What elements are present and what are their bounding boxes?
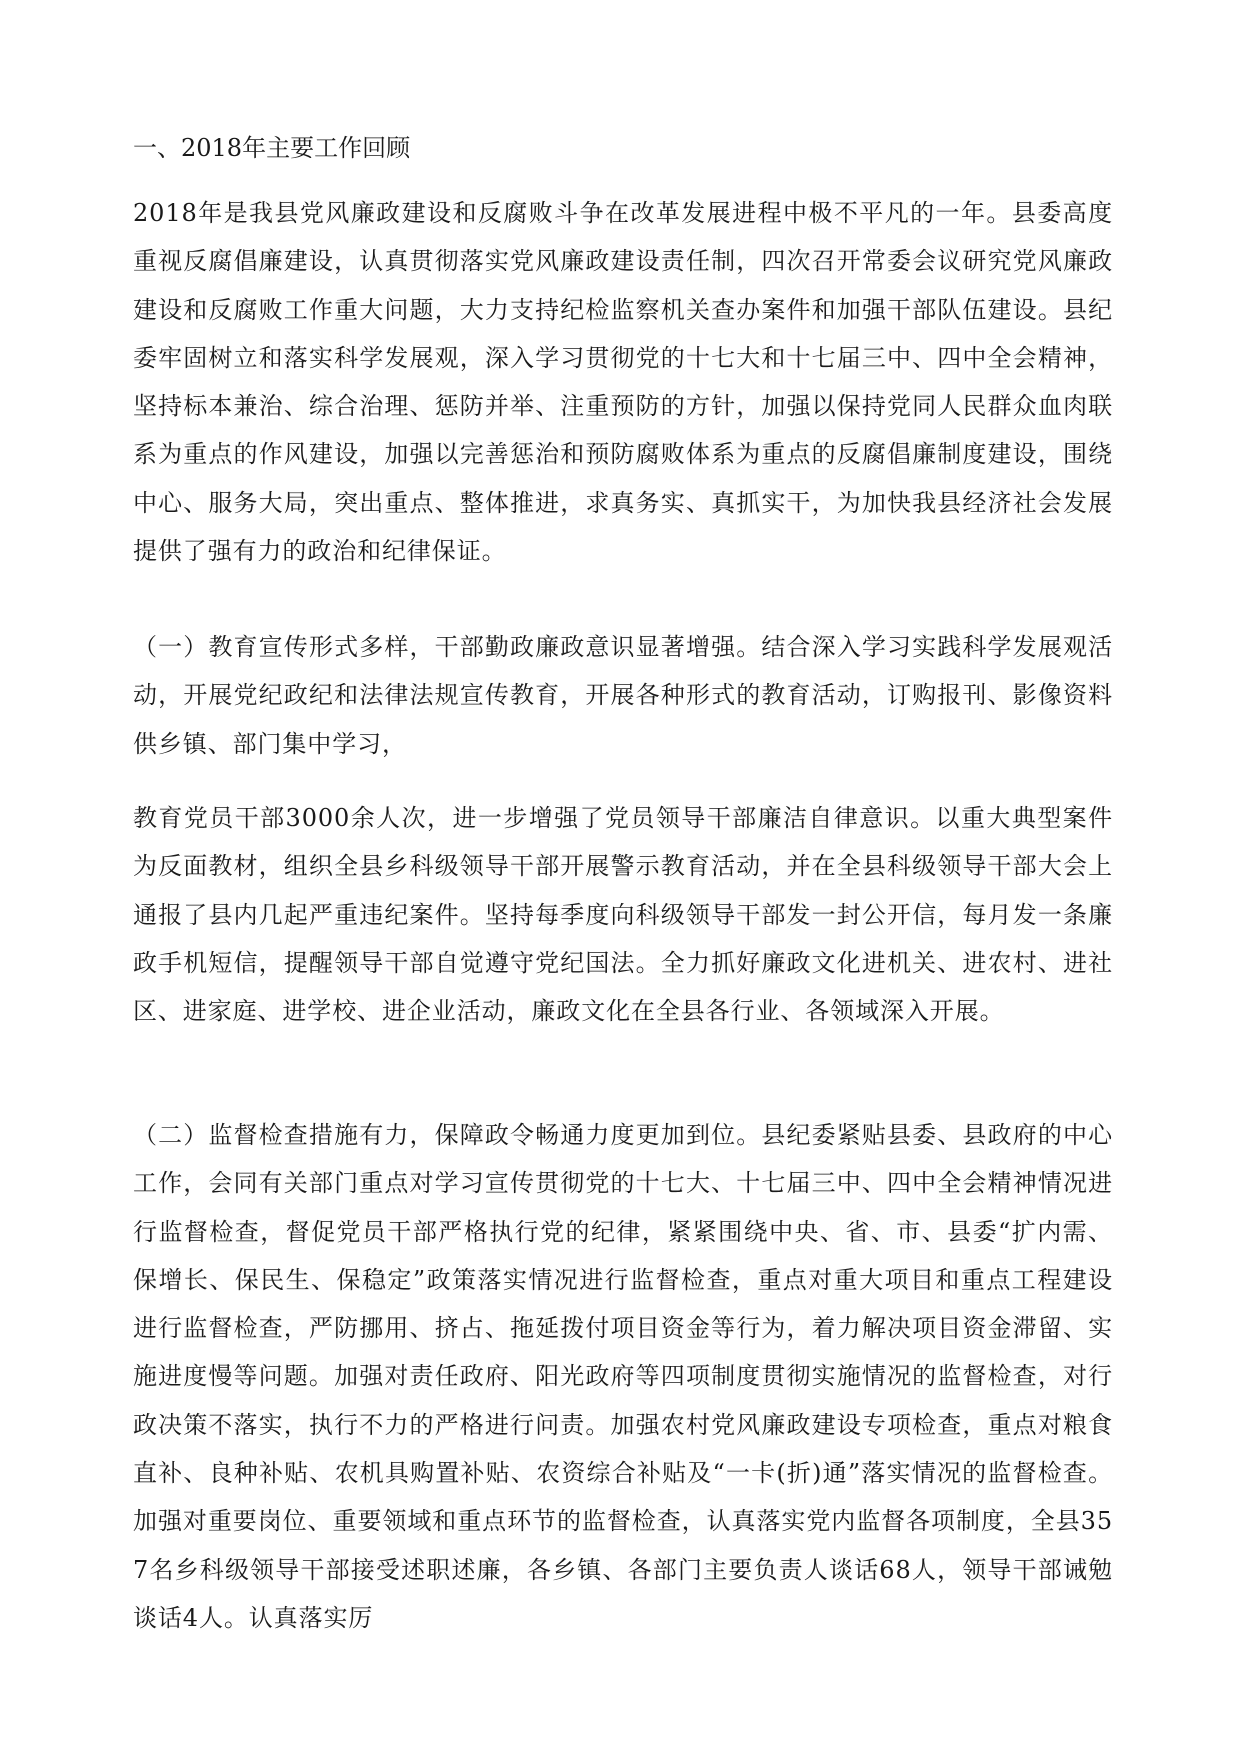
section-heading: 一、2018年主要工作回顾 xyxy=(133,134,411,162)
paragraph-section-2: （二）监督检查措施有力，保障政令畅通力度更加到位。县纪委紧贴县委、县政府的中心工作，会同有关部门重点对学习宣传贯彻党的十七大、十七届三中、四中全会精神情况进行监督检查，督促党员干部严格执行党的纪律，紧紧围绕中央、省、市、县委“扩内需、保增长、保民生、保稳定”政策落实情况进行监督检查，重点对重大项目和重点工程建设进行监督检查，严防挪用、挤占、拖延拨付项目资金等行为，着力解决项目资金滞留、实施进度慢等问题。加强对责任政府、阳光政府等四项制度贯彻实施情况的监督检查，对行政决策不落实，执行不力的严格进行问责。加强农村党风廉政建设专项检查，重点对粮食直补、良种补贴、农机具购置补贴、农资综合补贴及“一卡(折)通”落实情况的监督检查。加强对重要岗位、重要领域和重点环节的监督检查，认真落实党内监督各项制度，全县357名乡科级领导干部接受述职述廉，各乡镇、各部门主要负责人谈话68人，领导干部诫勉谈话4人。认真落实厉 xyxy=(133,1121,1113,1632)
paragraph-section-1: （一）教育宣传形式多样，干部勤政廉政意识显著增强。结合深入学习实践科学发展观活动，开展党纪政纪和法律法规宣传教育，开展各种形式的教育活动，订购报刊、影像资料供乡镇、部门集中学习， xyxy=(133,633,1113,758)
paragraph-intro: 2018年是我县党风廉政建设和反腐败斗争在改革发展进程中极不平凡的一年。县委高度重视反腐倡廉建设，认真贯彻落实党风廉政建设责任制，四次召开常委会议研究党风廉政建设和反腐败工作重大问题，大力支持纪检监察机关查办案件和加强干部队伍建设。县纪委牢固树立和落实科学发展观，深入学习贯彻党的十七大和十七届三中、四中全会精神，坚持标本兼治、综合治理、惩防并举、注重预防的方针，加强以保持党同人民群众血肉联系为重点的作风建设，加强以完善惩治和预防腐败体系为重点的反腐倡廉制度建设，围绕中心、服务大局，突出重点、整体推进，求真务实、真抓实干，为加快我县经济社会发展提供了强有力的政治和纪律保证。 xyxy=(133,199,1113,566)
paragraph-section-1-continued: 教育党员干部3000余人次，进一步增强了党员领导干部廉洁自律意识。以重大典型案件为反面教材，组织全县乡科级领导干部开展警示教育活动，并在全县科级领导干部大会上通报了县内几起严重违纪案件。坚持每季度向科级领导干部发一封公开信，每月发一条廉政手机短信，提醒领导干部自觉遵守党纪国法。全力抓好廉政文化进机关、进农村、进社区、进家庭、进学校、进企业活动，廉政文化在全县各行业、各领域深入开展。 xyxy=(133,804,1113,1026)
